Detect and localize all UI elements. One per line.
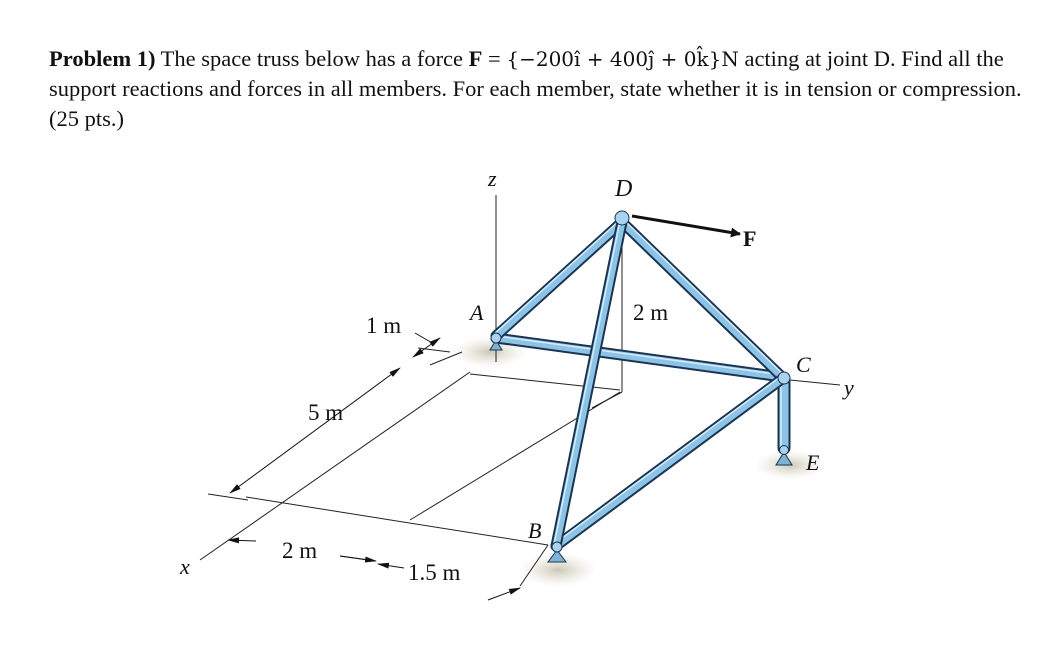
dim-arrow-1m-leader <box>415 333 434 344</box>
problem-heading: Problem 1) <box>49 46 156 71</box>
axis-label-x: x <box>180 554 190 579</box>
axis-label-y: y <box>844 375 854 400</box>
force-vector: {−200ı̂ + 400ȷ̂ + 0k̂}N <box>506 47 739 71</box>
problem-rest: acting at joint D. Find all the support reactions and forces in all members. For each member, state whether it is in tension or compression. (25 pts.) <box>49 46 1022 131</box>
force-symbol: F <box>468 46 483 71</box>
dim-label-2m-base: 2 m <box>282 538 318 563</box>
joint-label-e: E <box>806 450 820 475</box>
dim-label-2m-height: 2 m <box>633 300 669 325</box>
dim-label-5m: 5 m <box>308 400 344 425</box>
dim-label-1-5m: 1.5 m <box>408 560 461 585</box>
force-arrow <box>632 216 740 234</box>
joint-c <box>778 372 790 384</box>
dim-arrow-2m-base-right <box>340 556 376 561</box>
axis-label-z: z <box>488 166 497 191</box>
dim-arrow-2m-base-left <box>228 540 256 541</box>
support-a <box>490 333 502 350</box>
dim-arrow-1m <box>413 338 440 357</box>
joint-label-c: C <box>796 352 811 377</box>
equals-sign: = <box>488 46 501 71</box>
y-axis-line <box>790 380 840 385</box>
force-label: F <box>743 226 757 251</box>
ref-line-a-y <box>470 374 620 390</box>
dim-label-1m: 1 m <box>366 313 402 338</box>
member-ce <box>781 380 784 448</box>
dim-arrow-1-5m-right <box>488 588 520 600</box>
dim-arrow-1-5m-left <box>378 564 404 568</box>
joint-d <box>615 211 629 225</box>
joint-label-b: B <box>528 518 542 543</box>
joint-label-d: D <box>615 176 633 202</box>
dim-arrow-5m <box>230 368 400 493</box>
problem-intro: The space truss below has a force <box>160 46 464 71</box>
joint-label-a: A <box>470 300 484 325</box>
dim-ext-5m-bottom <box>208 494 248 500</box>
